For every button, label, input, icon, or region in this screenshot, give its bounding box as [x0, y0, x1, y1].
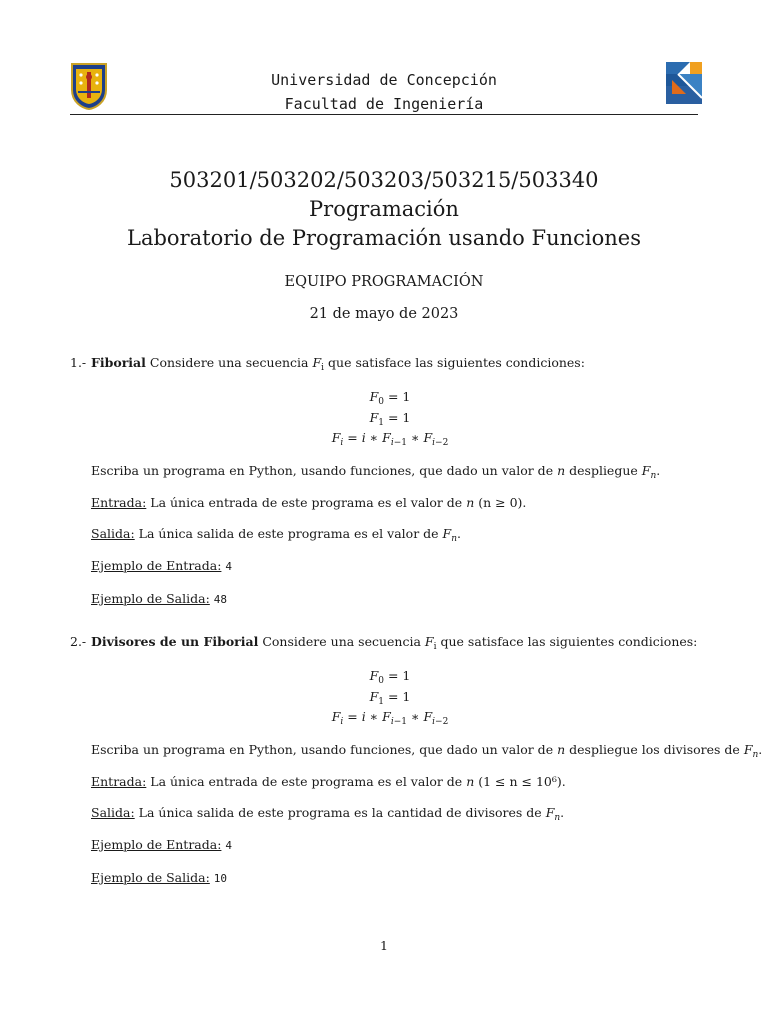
page-header [70, 60, 698, 116]
example-input-label: Ejemplo de Entrada: [91, 837, 222, 852]
problem-intro: 1.- Fiborial Considere una secuencia $F_i$ que satisface las siguientes condiciones: [70, 355, 585, 373]
salida-line: Salida: La única salida de este programa es el valor de $F_n$. [91, 526, 461, 544]
faculty-logo [664, 58, 704, 106]
page-number: 1 [380, 938, 388, 953]
course-name: Programación [309, 197, 459, 221]
salida-line: Salida: La única salida de este programa es la cantidad de divisores de $F_n$. [91, 805, 565, 823]
example-output-value: 10 [213, 872, 228, 885]
entrada-line: Entrada: La única entrada de este programa es el valor de n (1 ≤ n ≤ 10⁶). [91, 774, 566, 789]
entrada-label: Entrada: [91, 774, 147, 789]
date: 21 de mayo de 2023 [309, 306, 459, 322]
equations [70, 666, 710, 728]
equation-f0: $F_0 = 1$ [369, 668, 411, 686]
example-input-value: 4 [225, 839, 233, 852]
equation-f1: $F_1 = 1$ [369, 409, 411, 428]
problem-number: 1.- [70, 355, 87, 370]
problem-name: Fiborial [91, 355, 146, 370]
faculty-name: Facultad de Ingeniería [284, 95, 484, 113]
example-output-label: Ejemplo de Salida: [91, 870, 210, 885]
university-name: Universidad de Concepción [271, 71, 497, 89]
author: EQUIPO PROGRAMACIÓN [284, 274, 484, 290]
salida-label: Salida: [91, 526, 135, 541]
example-input-label: Ejemplo de Entrada: [91, 558, 222, 573]
header-text [70, 68, 698, 116]
equation-fi: $F_i = i$ ∗ $F_{i-1}$ ∗ $F_{i-2}$ [331, 430, 449, 448]
course-codes: 503201/503202/503203/503215/503340 [169, 168, 599, 192]
problem-intro: 2.- Divisores de un Fiborial Considere una secuencia $F_i$ que satisface las siguientes condiciones: [70, 634, 698, 652]
problem-name: Divisores de un Fiborial [91, 634, 259, 649]
title-block [0, 166, 768, 253]
entrada-label: Entrada: [91, 495, 147, 510]
equation-f0: $F_0 = 1$ [369, 389, 411, 407]
example-input-line [91, 558, 232, 573]
example-input-line [91, 837, 232, 852]
example-output-line [91, 591, 227, 606]
equation-fi: $F_i = i$ ∗ $F_{i-1}$ ∗ $F_{i-2}$ [331, 709, 449, 727]
task-statement: Escriba un programa en Python, usando funciones, que dado un valor de n despliegue $F_n$. [91, 463, 661, 481]
example-input-value: 4 [225, 560, 233, 573]
lab-title: Laboratorio de Programación usando Funciones [127, 226, 641, 250]
equation-f1: $F_1 = 1$ [369, 688, 411, 707]
salida-label: Salida: [91, 805, 135, 820]
task-statement: Escriba un programa en Python, usando funciones, que dado un valor de n despliegue los divisores de $F_n$. [91, 742, 763, 760]
header-rule [70, 114, 698, 115]
problem-number: 2.- [70, 634, 87, 649]
example-output-value: 48 [213, 593, 228, 606]
example-output-label: Ejemplo de Salida: [91, 591, 210, 606]
example-output-line [91, 870, 227, 885]
equations [70, 387, 710, 449]
entrada-line: Entrada: La única entrada de este programa es el valor de n (n ≥ 0). [91, 495, 527, 510]
